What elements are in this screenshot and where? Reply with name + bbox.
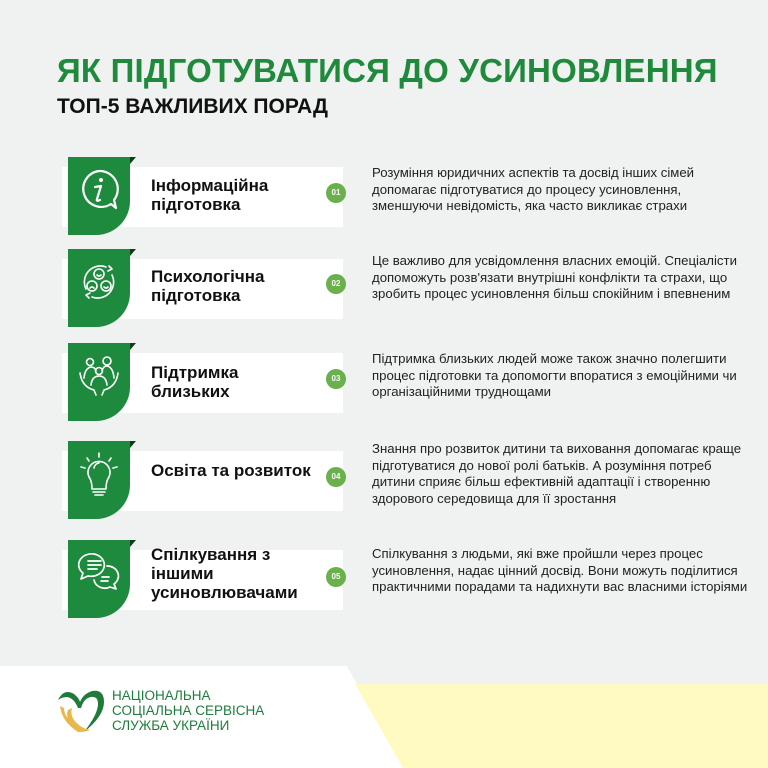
tip-description: Розуміння юридичних аспектів та досвід інших сімей допомагає підготуватися до процесу усиновлення, зменшуючи невідомість, яка часто викликає страхи (372, 165, 695, 213)
tip-number-badge: 05 (326, 567, 346, 587)
logo-line-1: НАЦІОНАЛЬНА (112, 688, 211, 703)
logo-line-2: СОЦІАЛЬНА СЕРВІСНА (112, 703, 265, 718)
chat-bubbles-icon (76, 550, 122, 596)
tip-title: Освіта та розвиток (151, 461, 311, 480)
tip-number-badge: 04 (326, 467, 346, 487)
tip-icon-tile (68, 540, 130, 618)
page-title: ЯК ПІДГОТУВАТИСЯ ДО УСИНОВЛЕННЯ (57, 52, 718, 89)
family-hands-icon (76, 353, 122, 399)
tip-icon-tile (68, 249, 130, 327)
tip-icon-tile (68, 343, 130, 421)
tile-fold (130, 441, 136, 448)
tip-item-4 (0, 441, 768, 541)
page-subtitle: ТОП-5 ВАЖЛИВИХ ПОРАД (57, 95, 328, 118)
heart-hand-logo-icon (54, 688, 106, 734)
tip-item-5 (0, 540, 768, 640)
tip-item-2 (0, 249, 768, 349)
tip-item-3 (0, 343, 768, 443)
info-speech-bubble-icon (76, 167, 122, 213)
tip-title: Інформаційна підготовка (151, 176, 269, 214)
tip-description: Спілкування з людьми, які вже пройшли через процес усиновлення, надає цінний досвід. Вони можуть поділитися практичними порадами та надихнути вас власними історіями (372, 546, 748, 594)
tip-description: Підтримка близьких людей може також значно полегшити процес підготовки та допомогти впоратися з емоційними чи організаційними труднощами (372, 351, 737, 399)
emotions-cycle-icon (76, 259, 122, 305)
footer-yellow-panel (355, 684, 768, 768)
organization-name (112, 688, 264, 733)
tip-number-badge: 03 (326, 369, 346, 389)
light-bulb-icon (76, 451, 122, 497)
tip-description: Знання про розвиток дитини та виховання допомагає краще підготуватися до нової ролі батьків. А розуміння потреб дитини сприяє більш ефективній адаптації і створенню здорового середовища для її зростання (372, 441, 742, 506)
tip-title: Психологічна підготовка (151, 267, 265, 305)
tile-fold (130, 540, 136, 547)
tip-icon-tile (68, 157, 130, 235)
tip-title: Підтримка близьких (151, 363, 239, 401)
logo-line-3: СЛУЖБА УКРАЇНИ (112, 718, 230, 733)
tip-number-badge: 02 (326, 274, 346, 294)
tip-title: Спілкування з іншими усиновлювачами (151, 545, 298, 602)
tile-fold (130, 343, 136, 350)
tile-fold (130, 249, 136, 256)
tip-number-badge: 01 (326, 183, 346, 203)
tip-item-1 (0, 157, 768, 257)
tip-icon-tile (68, 441, 130, 519)
tile-fold (130, 157, 136, 164)
tip-description: Це важливо для усвідомлення власних емоцій. Спеціалісти допоможуть розв'язати внутрішні конфлікти та страхи, що зробить процес усиновлення більш спокійним і впевненим (372, 253, 737, 301)
